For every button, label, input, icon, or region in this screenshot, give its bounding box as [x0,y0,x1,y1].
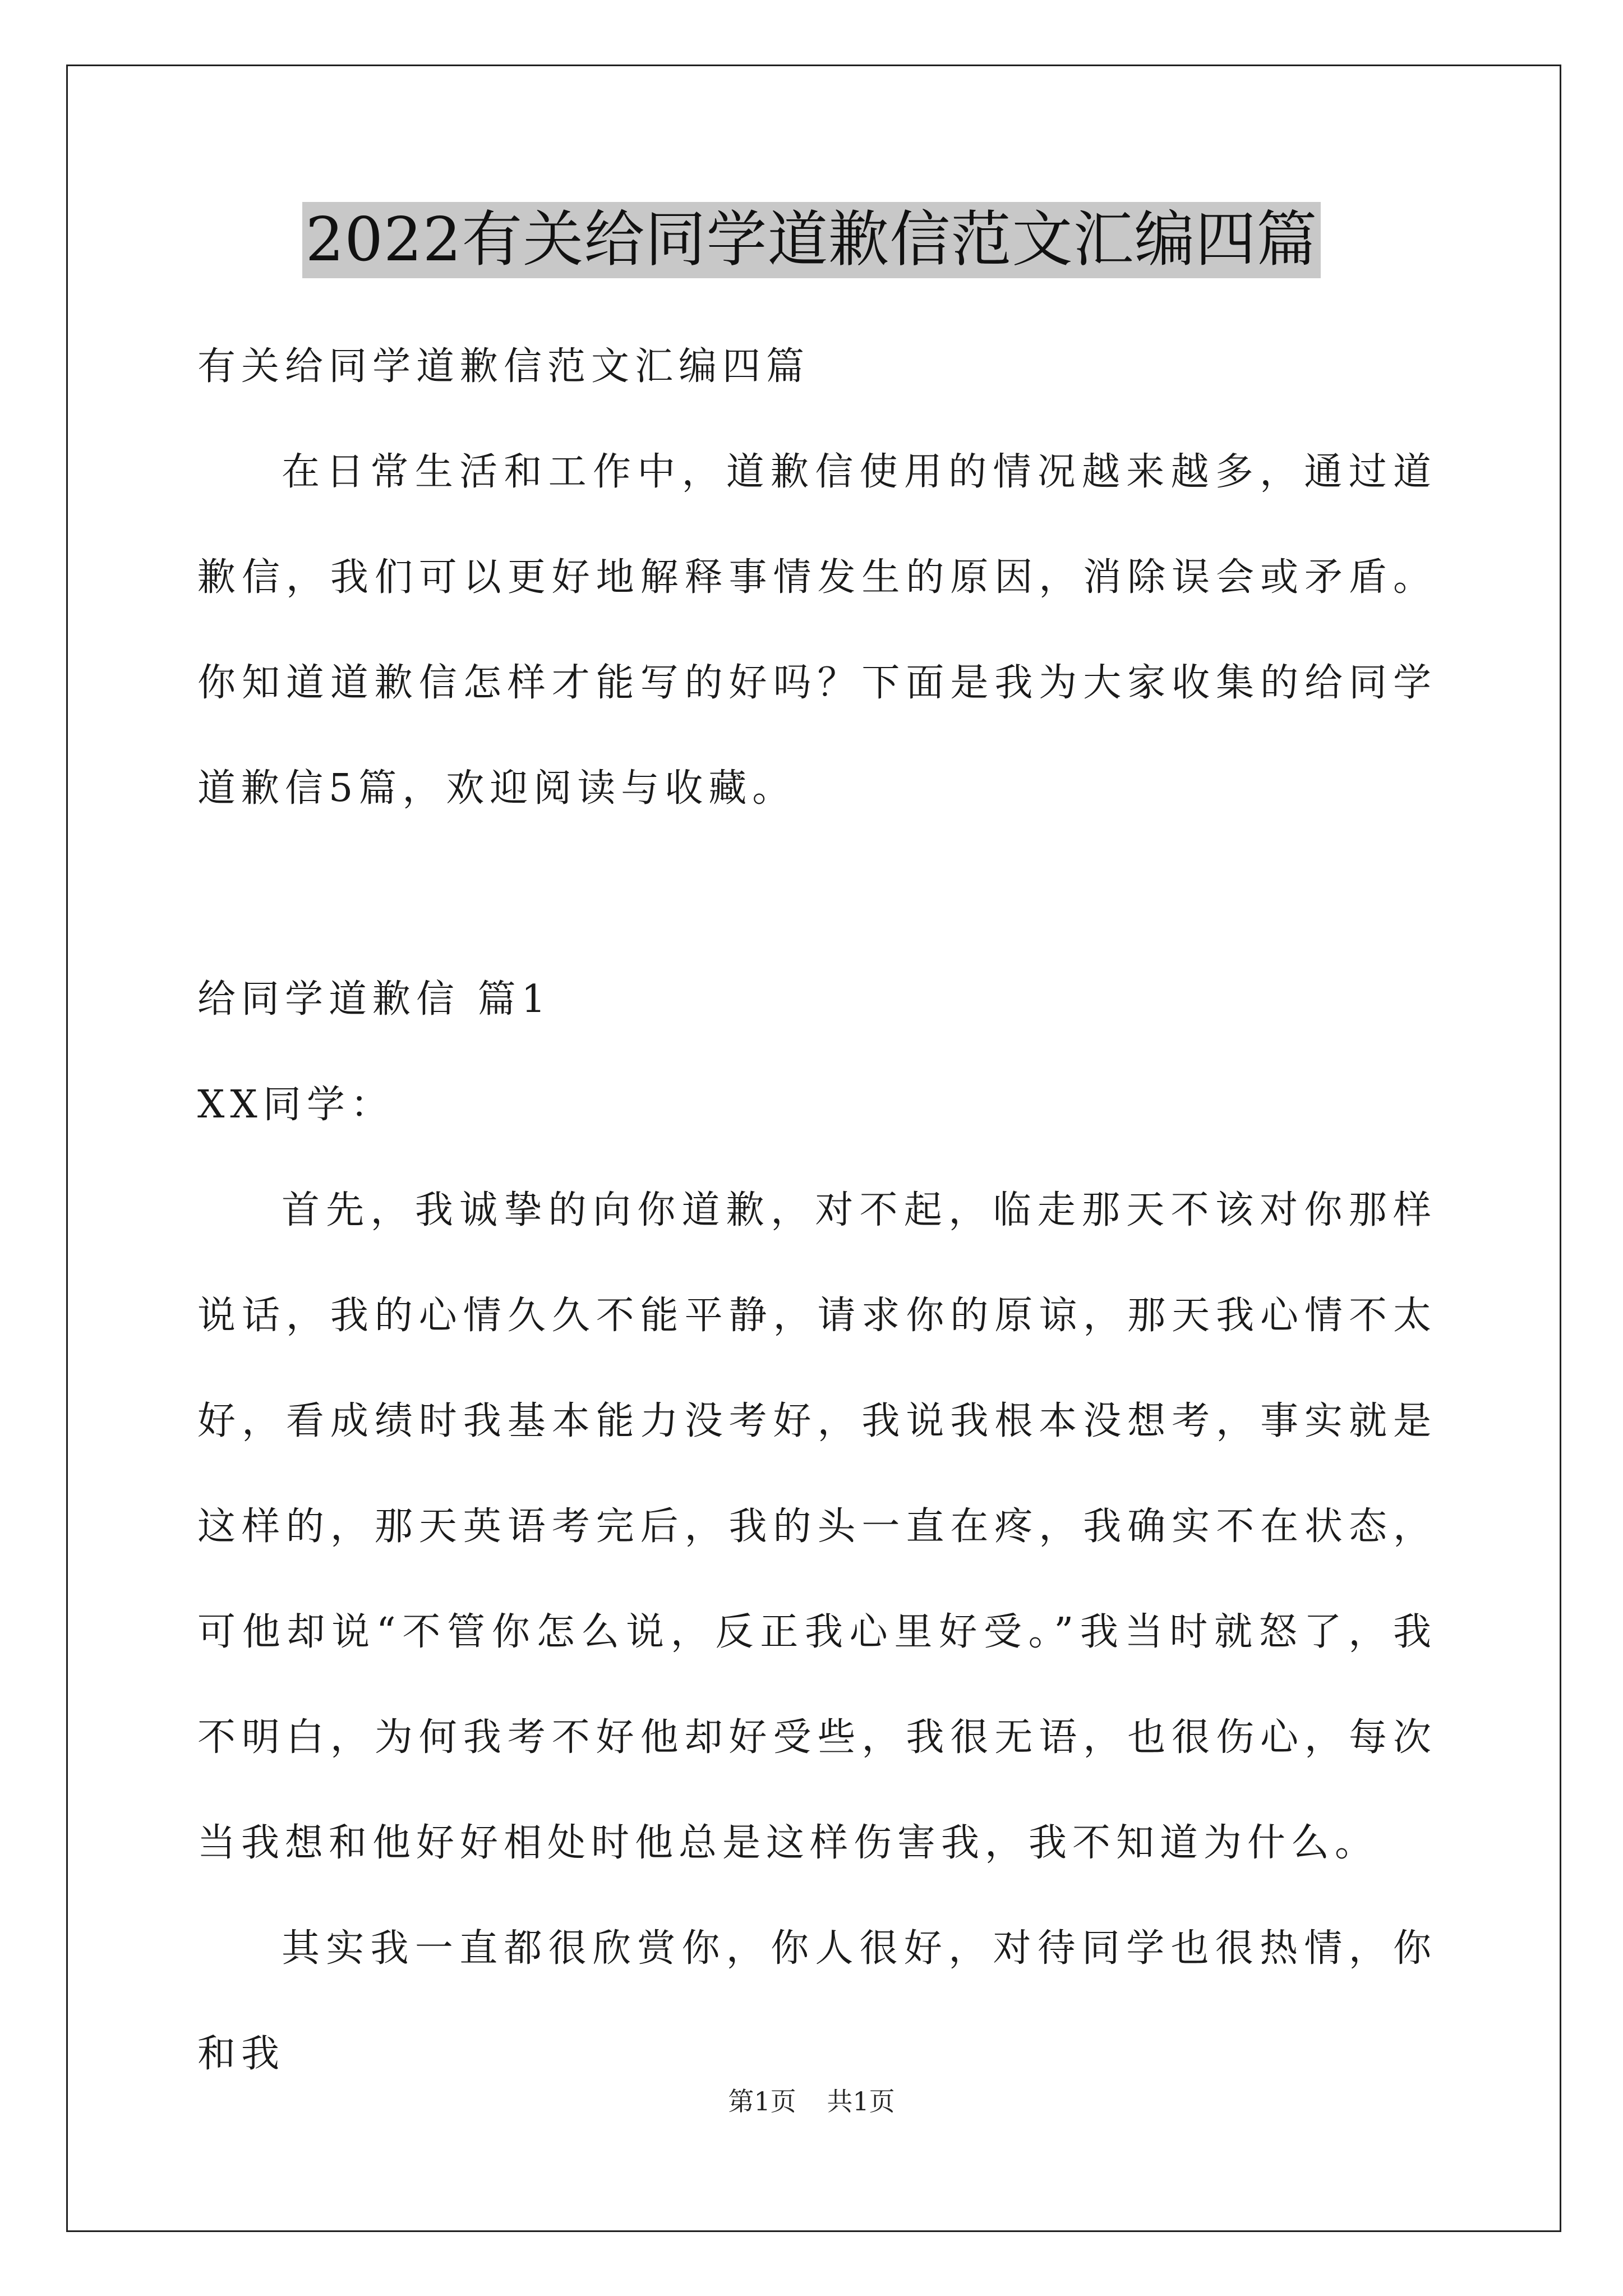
title-container [0,202,1623,278]
page-total: 共1页 [827,2086,895,2116]
section-heading: 给同学道歉信 篇1 [197,977,551,1022]
blank-line [197,841,1437,947]
page-number: 第1页 [728,2086,796,2116]
page-footer [0,2085,1623,2118]
intro-paragraph: 在日常生活和工作中，道歉信使用的情况越来越多，通过道歉信，我们可以更好地解释事情发生的原因，消除误会或矛盾。你知道道歉信怎样才能写的好吗？下面是我为大家收集的给同学道歉信5篇，欢迎阅读与收藏。 [197,450,1437,811]
body-paragraph-1: 首先，我诚挚的向你道歉，对不起，临走那天不该对你那样说话，我的心情久久不能平静，请求你的原谅，那天我心情不太好，看成绩时我基本能力没考好，我说我根本没想考，事实就是这样的，那天英语考完后，我的头一直在疼，我确实不在状态，可他却说“不管你怎么说，反正我心里好受。”我当时就怒了，我不明白，为何我考不好他却好受些，我很无语，也很伤心，每次当我想和他好好相处时他总是这样伤害我，我不知道为什么。 [197,1188,1437,1865]
document-subtitle: 有关给同学道歉信范文汇编四篇 [197,344,810,389]
salutation: XX同学： [197,1083,394,1127]
body-paragraph-2: 其实我一直都很欣赏你，你人很好，对待同学也很热情，你和我 [197,1926,1437,2076]
document-title: 2022有关给同学道歉信范文汇编四篇 [302,202,1321,278]
document-body [197,314,1437,2107]
